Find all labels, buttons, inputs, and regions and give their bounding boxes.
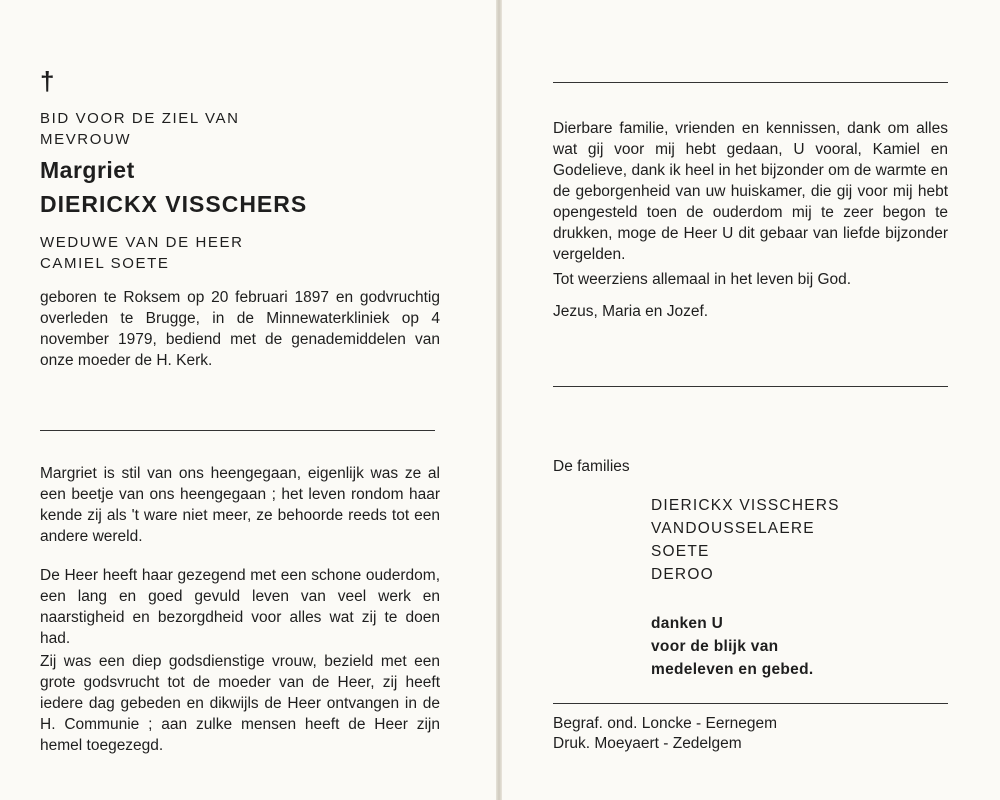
paragraph-1: Margriet is stil van ons heengegaan, eigenlijk was ze al een beetje van ons heengegaan ; het leven rondom haar kende zij als 't ware niet meer, ze behoorde reeds tot een andere wereld. bbox=[40, 465, 440, 545]
thanks-block bbox=[651, 612, 813, 681]
paragraph-2: De Heer heeft haar gezegend met een schone ouderdom, een lang en goed gevuld leven van veel werk en naarstigheid en bezorgdheid voor alles wat zij te doen had. bbox=[40, 567, 440, 647]
right-top-divider bbox=[553, 82, 948, 83]
families-label: De families bbox=[553, 458, 630, 475]
paragraph-3: Zij was een diep godsdienstige vrouw, bezield met een grote godsvrucht tot de moeder van de Heer, zij heeft iedere dag gebeden en dikwijls de Heer ontvangen in de H. Communie ; aan zulke mensen heeft de Heer zijn hemel toegezegd. bbox=[40, 653, 440, 754]
deceased-first-name: Margriet bbox=[40, 157, 135, 183]
printer-line: Druk. Moeyaert - Zedelgem bbox=[553, 735, 742, 752]
farewell-line: Tot weerziens allemaal in het leven bij God. bbox=[553, 271, 852, 288]
family-item: SOETE bbox=[651, 543, 710, 560]
family-item: DIERICKX VISSCHERS bbox=[651, 497, 840, 514]
card-fold bbox=[496, 0, 502, 800]
right-middle-divider bbox=[553, 386, 948, 387]
intro-line-2: MEVROUW bbox=[40, 131, 132, 148]
families-list bbox=[651, 494, 840, 586]
widow-of bbox=[40, 232, 440, 274]
bio-paragraph: geboren te Roksem op 20 februari 1897 en godvruchtig overleden te Brugge, in de Minnewaterkliniek op 4 november 1979, bediend met de genademiddelen van onze moeder de H. Kerk. bbox=[40, 289, 440, 369]
widow-line-2: CAMIEL SOETE bbox=[40, 255, 170, 272]
prayer-line: Jezus, Maria en Jozef. bbox=[553, 303, 709, 320]
family-item: DEROO bbox=[651, 566, 714, 583]
cross-icon: † bbox=[40, 66, 55, 96]
undertaker-line: Begraf. ond. Loncke - Eernegem bbox=[553, 715, 778, 732]
thanks-line-3: medeleven en gebed. bbox=[651, 661, 814, 678]
thanks-message: Dierbare familie, vrienden en kennissen, dank om alles wat gij voor mij hebt gedaan, U vooral, Kamiel en Godelieve, dank ik heel in het bijzonder om de warmte en de geborgenheid van uw huiskamer, die gij voor mij hebt opengesteld toen de ouderdom mij te zeer begon te drukken, moge de Heer U dit gebaar van liefde bijzonder vergelden. bbox=[553, 120, 948, 263]
right-panel bbox=[553, 0, 948, 800]
left-divider bbox=[40, 430, 435, 431]
intro-line-1: BID VOOR DE ZIEL VAN bbox=[40, 110, 240, 127]
thanks-line-1: danken U bbox=[651, 615, 724, 632]
left-panel bbox=[40, 0, 440, 800]
deceased-last-name: DIERICKX VISSCHERS bbox=[40, 191, 308, 217]
thanks-line-2: voor de blijk van bbox=[651, 638, 779, 655]
right-bottom-divider bbox=[553, 703, 948, 704]
widow-line-1: WEDUWE VAN DE HEER bbox=[40, 234, 244, 251]
printer-credits bbox=[553, 714, 948, 754]
prayer-intro bbox=[40, 108, 440, 150]
family-item: VANDOUSSELAERE bbox=[651, 520, 815, 537]
